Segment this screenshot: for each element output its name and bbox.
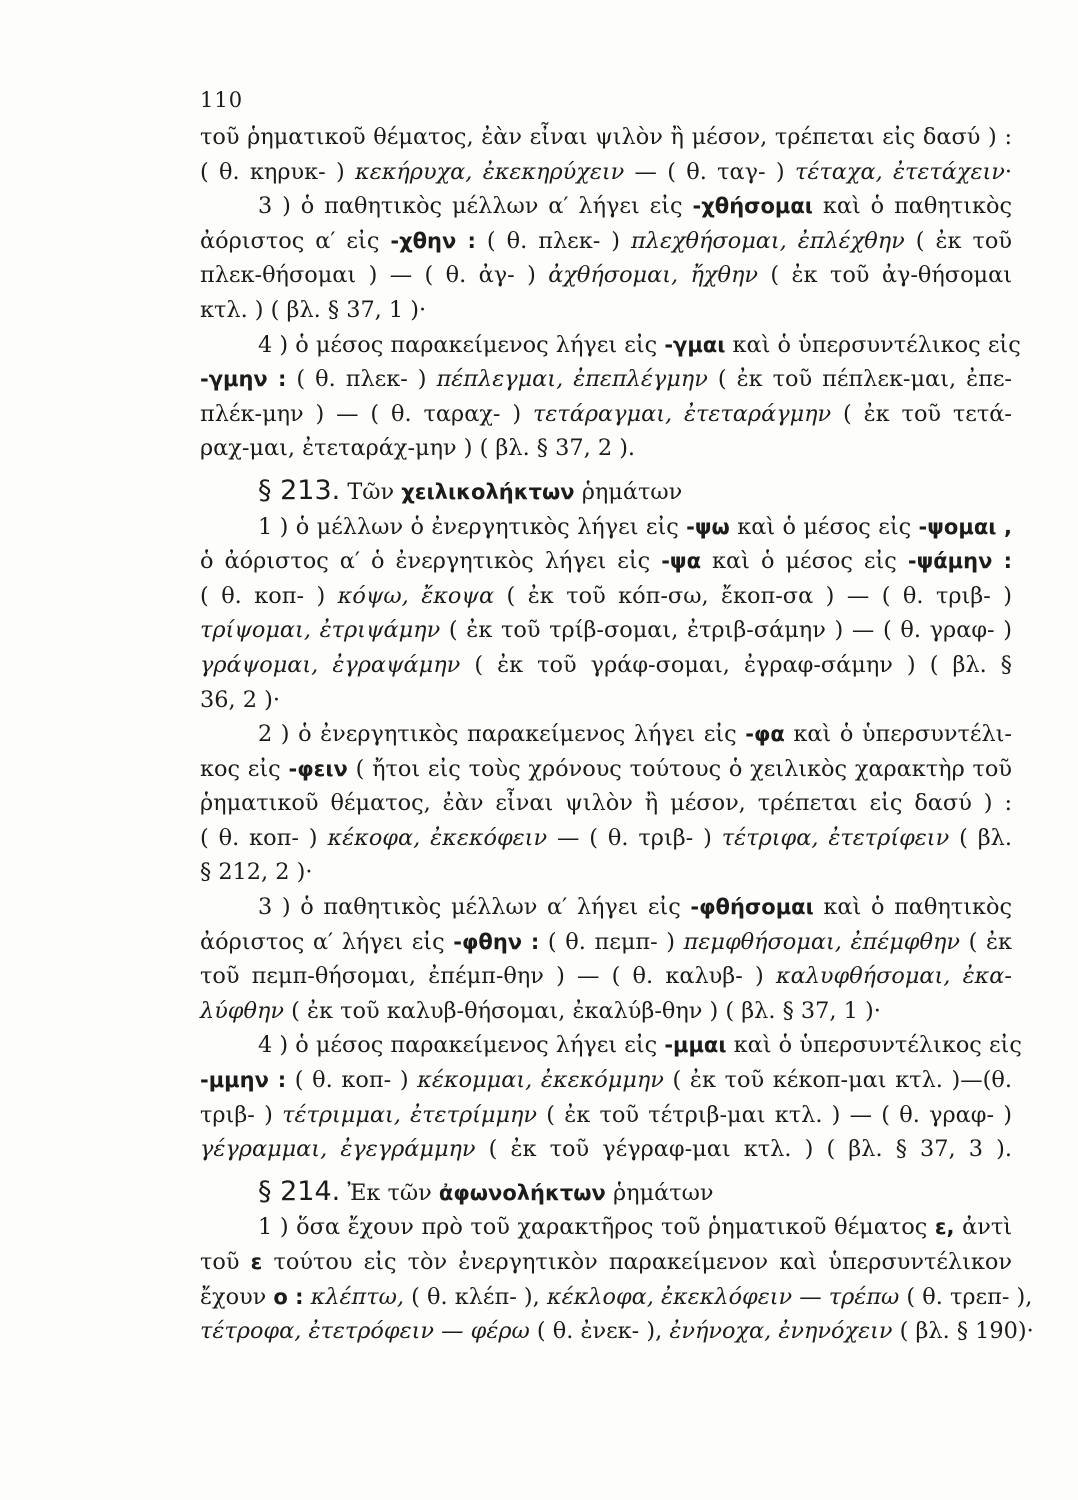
text-span: ( ἐκ	[959, 928, 1012, 955]
bold-term: -μμαι	[664, 1033, 727, 1058]
text-span: ( ἐκ τοῦ ἀγ-θήσομαι	[758, 262, 1012, 289]
text-span: ( θ. κοπ- )	[286, 1067, 418, 1094]
italic-form: κέκομμαι, ἐκεκόμμην	[417, 1067, 664, 1094]
text-span: ( ἐκ τοῦ τέτριβ-μαι κτλ. ) — ( θ. γραφ- )	[537, 1101, 1012, 1128]
text-line	[200, 328, 1021, 363]
text-line	[200, 648, 1012, 683]
text-span: ( ἐκ τοῦ κόπ-σω, ἔκοπ-σα ) — ( θ. τριβ- )	[494, 582, 1013, 609]
text-span: ( ἐκ τοῦ	[904, 227, 1013, 254]
text-span: ἀόριστος α′ λήγει εἰς	[200, 928, 454, 955]
text-span: 4 ) ὁ μέσος παρακείμενος λήγει εἰς	[258, 331, 665, 358]
italic-form: τέτροφα, ἐτετρόφειν	[200, 1318, 434, 1345]
text-line	[200, 752, 1012, 787]
text-span: κος εἰς	[200, 755, 289, 782]
bold-term: -φθήσομαι	[690, 895, 814, 920]
text-line	[200, 258, 1012, 293]
bold-term: -χθην :	[390, 228, 476, 253]
italic-form: κόψω, ἔκοψα	[337, 582, 495, 609]
italic-form: τετάραγμαι, ἐτεταράγμην	[532, 400, 832, 427]
text-span: 3 ) ὁ παθητικὸς μέλλων α′ λήγει εἰς	[258, 894, 691, 921]
text-line	[200, 855, 1012, 890]
italic-form: λύφθην	[200, 997, 284, 1024]
section-number: § 214.	[258, 1175, 341, 1207]
text-line	[200, 579, 1012, 614]
text-span: καὶ ὁ μέσος εἰς	[701, 548, 908, 575]
italic-form: κέκοφα, ἐκεκόφειν	[327, 824, 548, 851]
bold-term: -ψα	[661, 549, 702, 574]
text-span: ·	[1004, 158, 1013, 185]
text-span: καὶ ὁ παθητικὸς	[813, 894, 1012, 921]
text-span: Τῶν	[340, 478, 402, 505]
text-span: 3 ) ὁ παθητικὸς μέλλων α′ λήγει εἰς	[258, 193, 693, 220]
text-line	[200, 1098, 1012, 1133]
italic-form: πλεχθήσομαι, ἐπλέχθην	[631, 227, 905, 254]
text-span: 1 ) ὁ μέλλων ὁ ἐνεργητικὸς λήγει εἰς	[258, 513, 687, 540]
bold-term: -ψάμην :	[907, 549, 1012, 574]
text-line	[200, 1210, 1012, 1245]
bold-term: -γμαι	[664, 332, 726, 357]
text-span: ( ἤτοι εἰς τοὺς χρόνους τούτους ὁ χειλικὸς χαρακτὴρ τοῦ	[347, 755, 1013, 782]
bold-term: -φειν	[288, 756, 348, 781]
text-span: ( ἐκ τοῦ τρίβ-σομαι, ἐτριβ-σάμην ) — ( θ. γραφ- )	[440, 617, 1012, 644]
text-span: πλεκ-θήσομαι ) — ( θ. ἀγ- )	[200, 262, 549, 289]
italic-form: καλυφθήσομαι, ἐκα-	[775, 963, 1012, 990]
italic-form: ἐνήνοχα, ἐνηνόχειν	[669, 1318, 893, 1345]
text-span: καὶ ὁ ὑπερσυντέλικος εἰς	[725, 331, 1021, 358]
text-line	[200, 1314, 1034, 1349]
text-span: πλέκ-μην ) — ( θ. ταραχ- )	[200, 400, 533, 427]
text-line	[200, 189, 1012, 224]
text-line	[200, 510, 1012, 545]
text-span: — ( θ. ταγ- )	[624, 158, 795, 185]
text-span: καὶ ὁ παθητικὸς	[812, 193, 1012, 220]
text-line	[200, 959, 1012, 994]
text-line	[200, 925, 1012, 960]
bold-term: ε,	[934, 1215, 955, 1240]
text-span	[304, 1284, 311, 1310]
italic-form: γράψομαι, ἐγραψάμην	[200, 651, 461, 678]
text-span: — ( θ. τριβ- )	[547, 824, 722, 851]
italic-form: τέταχα, ἐτετάχειν	[794, 158, 1005, 185]
text-span: τριβ- )	[200, 1101, 283, 1128]
text-span: ( θ. κηρυκ- )	[200, 158, 356, 185]
text-span: ( βλ. § 190)·	[892, 1318, 1034, 1345]
bold-term: -φα	[745, 722, 785, 747]
bold-term: ἀφωνολήκτων	[438, 1180, 606, 1205]
text-span: ῥηματικοῦ θέματος, ἐὰν εἶναι ψιλὸν ἢ μέσον, τρέπεται εἰς δασύ ) :	[200, 790, 1012, 817]
text-span: ( ἐκ τοῦ γράφ-σομαι, ἐγραφ-σάμην ) ( βλ. §	[460, 651, 1012, 678]
italic-form: πεμφθήσομαι, ἐπέμφθην	[683, 928, 960, 955]
text-span: τοῦ πεμπ-θήσομαι, ἐπέμπ-θην ) — ( θ. καλυβ- )	[200, 963, 776, 990]
text-span: ( θ. πλεκ- )	[475, 227, 632, 254]
text-line	[200, 994, 1012, 1029]
text-line	[200, 613, 1012, 648]
text-span: ( ἐκ τοῦ γέγραφ-μαι κτλ. ) ( βλ. § 37, 3 ).	[475, 1136, 1012, 1163]
text-line	[200, 683, 1012, 718]
section-heading	[258, 1175, 1012, 1211]
text-span: ἀόριστος α′ εἰς	[200, 227, 391, 254]
text-span: ( θ. κοπ- )	[200, 824, 328, 851]
text-span: —	[434, 1318, 471, 1345]
text-span: ραχ-μαι, ἐτεταράχ-μην ) ( βλ. § 37, 2 ).	[200, 435, 636, 462]
text-span: ( θ. πλεκ- )	[286, 366, 437, 393]
text-span: ( ἐκ τοῦ καλυβ-θήσομαι, ἐκαλύβ-θην ) ( βλ. § 37, 1 )·	[284, 997, 881, 1024]
text-line	[200, 717, 1012, 752]
text-span: τοῦ	[200, 1249, 251, 1275]
text-line	[200, 120, 1012, 155]
text-line	[200, 786, 1012, 821]
bold-term: -ψω	[686, 514, 730, 539]
text-span: ὁ ἀόριστος α′ ὁ ἐνεργητικὸς λήγει εἰς	[200, 548, 662, 575]
bold-term: -φθην :	[453, 929, 540, 954]
italic-form: ἀχθήσομαι, ἤχθην	[548, 262, 759, 289]
italic-form: πέπλεγμαι, ἐπεπλέγμην	[436, 366, 708, 393]
text-span: κτλ. ) ( βλ. § 37, 1 )·	[200, 296, 427, 323]
text-line	[200, 397, 1012, 432]
text-span: ῥημάτων	[605, 1179, 714, 1206]
bold-term: -ψομαι ,	[918, 514, 1012, 539]
text-span: 1 ) ὅσα ἔχουν πρὸ τοῦ χαρακτῆρος τοῦ ῥηματικοῦ θέματος	[258, 1214, 935, 1241]
text-span: § 212, 2 )·	[200, 859, 313, 886]
italic-form: τέτριμμαι, ἐτετρίμμην	[282, 1101, 538, 1128]
text-span: ( θ. πεμπ- )	[539, 928, 684, 955]
text-span: ῥημάτων	[574, 478, 683, 505]
bold-term: ο :	[273, 1284, 304, 1309]
text-span: ( βλ.	[949, 824, 1012, 851]
page-number: 110	[200, 88, 244, 112]
italic-form: κεκήρυχα, ἐκεκηρύχειν	[355, 158, 625, 185]
italic-form: κλέπτω,	[310, 1283, 405, 1310]
text-line	[200, 1132, 1012, 1167]
text-line	[200, 890, 1012, 925]
text-line	[200, 1280, 1033, 1315]
text-span: 36, 2 )·	[200, 686, 280, 713]
bold-term: χειλικολήκτων	[401, 479, 575, 504]
bold-term: -χθήσομαι	[692, 194, 813, 219]
text-span: καὶ ὁ μέσος εἰς	[729, 513, 919, 540]
bold-term: -γμην :	[200, 367, 287, 392]
text-line	[200, 1063, 1012, 1098]
text-span: ἀντὶ	[954, 1214, 1012, 1241]
text-line	[200, 431, 1012, 466]
text-span: ἔχουν	[200, 1283, 274, 1310]
text-line	[200, 224, 1012, 259]
text-span: ( θ. ἐνεκ- ),	[529, 1318, 670, 1345]
text-span: τούτου εἰς τὸν ἐνεργητικὸν παρακείμενον καὶ ὑπερσυντέλικον	[262, 1249, 1012, 1275]
text-span: καὶ ὁ ὑπερσυντέλικος εἰς	[726, 1032, 1022, 1059]
text-span: ( θ. κλέπ- ),	[404, 1283, 547, 1310]
text-line	[200, 155, 1012, 190]
italic-form: τρίψομαι, ἐτριψάμην	[200, 617, 441, 644]
text-span: τοῦ ῥηματικοῦ θέματος, ἐὰν εἶναι ψιλὸν ἢ μέσον, τρέπεται εἰς δασύ ) :	[200, 124, 1012, 150]
text-line	[200, 821, 1012, 856]
section-number: § 213.	[258, 474, 341, 506]
bold-term: ε	[250, 1250, 263, 1274]
text-span: ( ἐκ τοῦ πέπλεκ-μαι, ἐπε-	[707, 366, 1012, 393]
text-span: καὶ ὁ ὑπερσυντέλι-	[784, 721, 1012, 748]
text-line	[200, 362, 1012, 397]
italic-form: γέγραμμαι, ἐγεγράμμην	[200, 1136, 476, 1163]
text-span: ( θ. κοπ- )	[200, 582, 338, 609]
italic-form: κέκλοφα, ἐκεκλόφειν — τρέπω	[546, 1283, 900, 1310]
text-span: 2 ) ὁ ἐνεργητικὸς παρακείμενος λήγει εἰς	[258, 721, 746, 748]
italic-form: τέτριφα, ἐτετρίφειν	[721, 824, 950, 851]
bold-term: -μμην :	[200, 1068, 287, 1093]
italic-form: φέρω	[470, 1318, 530, 1345]
text-span: Ἐκ τῶν	[340, 1179, 439, 1206]
text-span: 4 ) ὁ μέσος παρακείμενος λήγει εἰς	[258, 1032, 665, 1059]
text-line	[200, 544, 1012, 579]
page-text	[200, 120, 1034, 1349]
text-span: ( θ. τρεπ- ),	[899, 1283, 1033, 1310]
text-line	[200, 1028, 1022, 1063]
section-heading	[258, 474, 1012, 510]
text-line	[200, 293, 1012, 328]
text-span: ( ἐκ τοῦ κέκοπ-μαι κτλ. )—(θ.	[663, 1067, 1012, 1094]
text-span: ( ἐκ τοῦ τετά-	[831, 400, 1012, 427]
text-line	[200, 1245, 1012, 1280]
